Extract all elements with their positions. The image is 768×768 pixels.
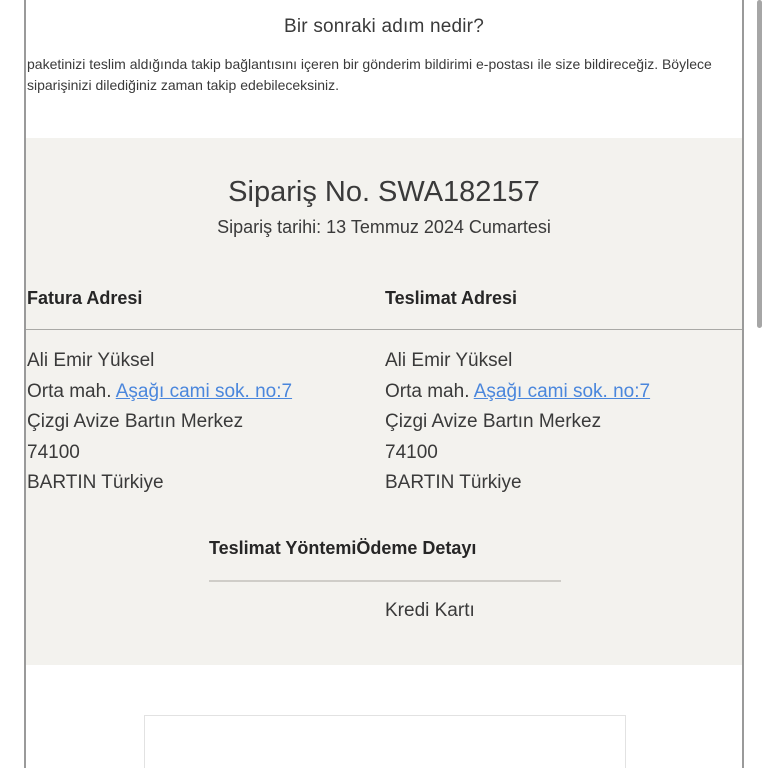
shipping-address-heading: Teslimat Adresi [385, 288, 518, 308]
order-date: Sipariş tarihi: 13 Temmuz 2024 Cumartesi [217, 217, 551, 237]
billing-address [27, 346, 292, 499]
billing-street [27, 377, 292, 408]
next-step-description: paketinizi teslim aldığında takip bağlantısını içeren bir gönderim bildirimi e-postası ile size bildireceğiz. Böylece siparişinizi dilediğiniz zaman takip edebileceksiniz. [27, 56, 712, 93]
product-card [144, 715, 626, 768]
shipping-street-prefix: Orta mah. [385, 380, 474, 402]
shipping-street-link[interactable]: Aşağı cami sok. no:7 [473, 380, 651, 402]
billing-line3: Çizgi Avize Bartın Merkez [27, 411, 244, 432]
shipping-street [385, 377, 650, 408]
billing-city-country: BARTIN Türkiye [27, 472, 164, 493]
shipping-name: Ali Emir Yüksel [385, 350, 513, 371]
delivery-payment-headings [209, 538, 476, 559]
order-summary-section [26, 138, 742, 665]
shipping-line3: Çizgi Avize Bartın Merkez [385, 411, 602, 432]
payment-detail-heading: Ödeme Detayı [356, 538, 477, 558]
shipping-postal-code: 74100 [385, 441, 438, 463]
billing-name: Ali Emir Yüksel [27, 350, 155, 371]
billing-postal-code: 74100 [27, 441, 80, 463]
address-divider [26, 329, 742, 330]
delivery-method-heading: Teslimat Yöntemi [209, 538, 357, 558]
email-body [24, 0, 744, 768]
billing-address-heading: Fatura Adresi [27, 288, 143, 308]
billing-street-link[interactable]: Aşağı cami sok. no:7 [115, 380, 293, 402]
shipping-address [385, 346, 650, 499]
next-step-title: Bir sonraki adım nedir? [284, 16, 484, 37]
billing-street-prefix: Orta mah. [27, 380, 116, 402]
order-number: Sipariş No. SWA182157 [228, 176, 540, 208]
payment-method-value: Kredi Kartı [385, 600, 475, 621]
delivery-divider [209, 580, 561, 582]
vertical-scrollbar[interactable] [757, 0, 762, 328]
shipping-city-country: BARTIN Türkiye [385, 472, 522, 493]
